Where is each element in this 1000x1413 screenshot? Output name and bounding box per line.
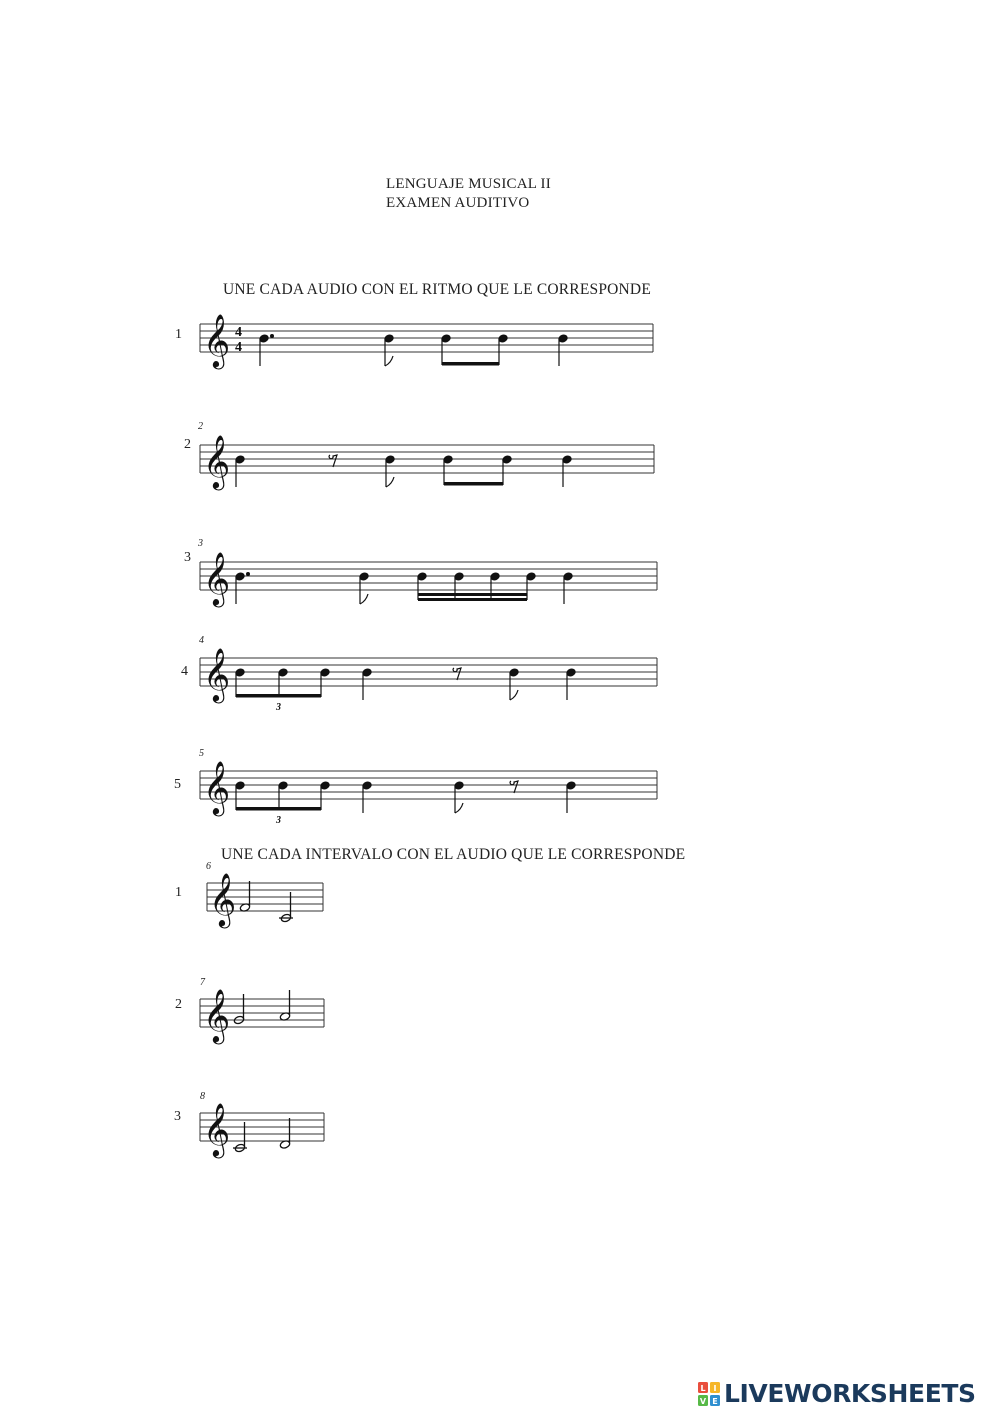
measure-number: 3 (198, 538, 203, 549)
treble-clef-icon: 𝄞 (203, 988, 231, 1042)
interval-row-label-1: 1 (175, 885, 182, 900)
measure-number: 2 (198, 421, 203, 432)
interval-instruction: UNE CADA INTERVALO CON EL AUDIO QUE LE CORRESPONDE (221, 846, 686, 863)
svg-text:V: V (699, 1397, 707, 1406)
liveworksheets-brand[interactable] (698, 1379, 998, 1409)
interval-row-label-3: 3 (174, 1109, 181, 1124)
time-signature-top: 4 (235, 325, 242, 340)
treble-clef-icon: 𝄞 (203, 647, 231, 701)
svg-text:E: E (712, 1397, 718, 1406)
measure-number: 7 (200, 977, 205, 988)
measure-number: 8 (200, 1091, 205, 1102)
rhythm-instruction: UNE CADA AUDIO CON EL RITMO QUE LE CORRESPONDE (223, 281, 651, 298)
liveworksheets-logo-icon (698, 1382, 720, 1406)
treble-clef-icon: 𝄞 (203, 1102, 231, 1156)
measure-number: 4 (199, 635, 204, 646)
treble-clef-icon: 𝄞 (203, 760, 231, 814)
tuplet-number: 3 (276, 815, 281, 826)
time-signature-bottom: 4 (235, 340, 242, 355)
svg-text:I: I (713, 1384, 717, 1393)
liveworksheets-wordmark: LIVEWORKSHEETS (724, 1379, 976, 1408)
treble-clef-icon: 𝄞 (203, 551, 231, 605)
svg-text:L: L (700, 1384, 706, 1393)
rhythm-row-label-5: 5 (174, 777, 181, 792)
treble-clef-icon: 𝄞 (203, 313, 231, 367)
measure-number: 6 (206, 861, 211, 872)
interval-row-label-2: 2 (175, 997, 182, 1012)
tuplet-number: 3 (276, 702, 281, 713)
measure-number: 5 (199, 748, 204, 759)
rhythm-row-label-4: 4 (181, 664, 188, 679)
exam-subtitle: EXAMEN AUDITIVO (386, 195, 530, 211)
rhythm-row-label-2: 2 (184, 437, 191, 452)
treble-clef-icon: 𝄞 (209, 872, 237, 926)
exam-title: LENGUAJE MUSICAL II (386, 176, 551, 192)
rhythm-row-label-1: 1 (175, 327, 182, 342)
treble-clef-icon: 𝄞 (203, 434, 231, 488)
rhythm-row-label-3: 3 (184, 550, 191, 565)
